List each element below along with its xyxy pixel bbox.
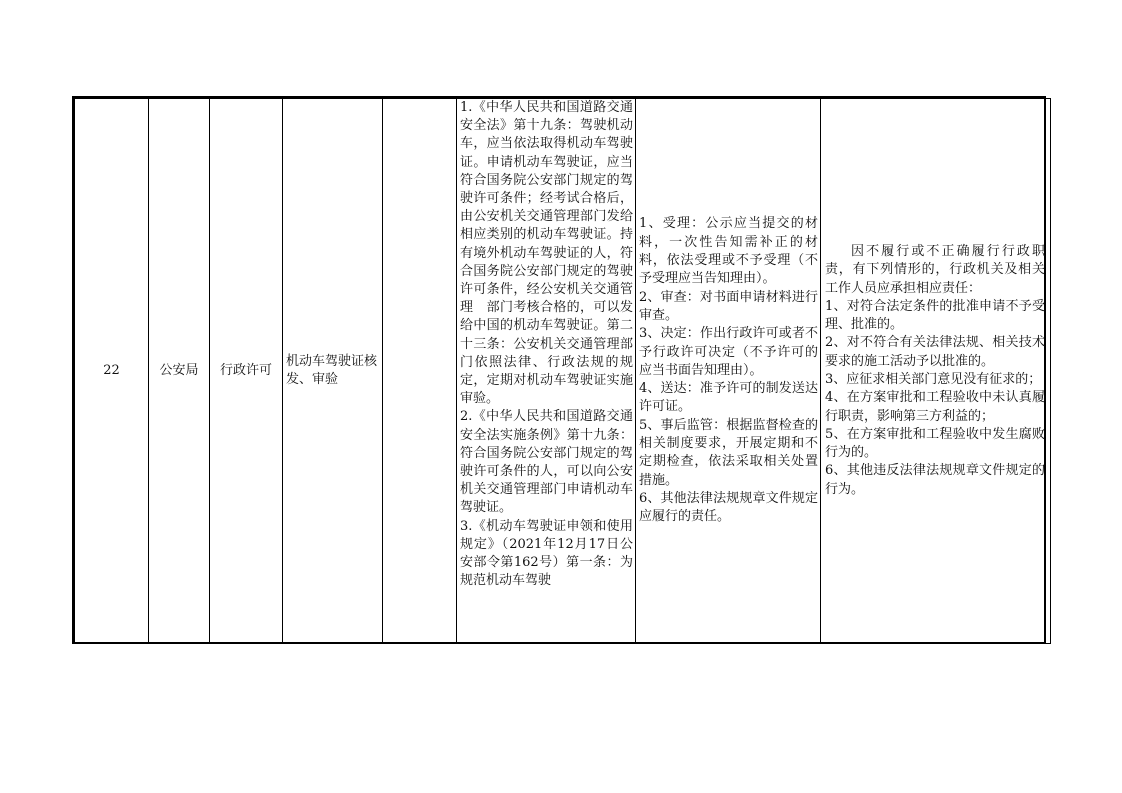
accountability-item: 5、在方案审批和工程验收中发生腐败行为的。 — [825, 426, 1045, 461]
legal-basis-item: 3.《机动车驾驶证申领和使用规定》（2021年12月17日公安部令第162号）第一条：为规范机动车驾驶 — [460, 518, 633, 589]
department-cell — [149, 99, 210, 644]
table-row — [75, 99, 1051, 644]
accountability-item: 2、对不符合有关法律法规、相关技术要求的施工活动予以批准的。 — [825, 335, 1045, 369]
row-number: 22 — [103, 363, 120, 378]
responsibility-list — [636, 215, 820, 526]
legal-basis-text — [457, 99, 635, 643]
power-type: 行政许可 — [219, 363, 272, 378]
accountability-item: 3、应征求相关部门意见没有征求的； — [825, 372, 1042, 387]
responsibility-item: 6、其他法律法规规章文件规定应履行的责任。 — [639, 490, 818, 525]
accountability-intro: 因不履行或不正确履行行政职责，有下列情形的，行政机关及相关工作人员应承担相应责任： — [825, 243, 1045, 296]
legal-basis-cell — [457, 99, 636, 644]
legal-basis-item: 2.《中华人民共和国道路交通安全法实施条例》第十九条：符合国务院公安部门规定的驾驶许可条件的人，可以向公安机关交通管理部门申请机动车驾驶证。 — [460, 409, 633, 516]
item-name: 机动车驾驶证核发、审验 — [286, 354, 378, 387]
responsibility-cell — [636, 99, 821, 644]
empty-cell — [383, 99, 457, 644]
item-name-cell — [283, 99, 383, 644]
responsibility-item: 4、送达：准予许可的制发送达许可证。 — [639, 381, 818, 415]
responsibility-item: 3、决定：作出行政许可或者不予行政许可决定（不予许可的应当书面告知理由）。 — [639, 326, 818, 378]
responsibility-item: 5、事后监管：根据监督检查的相关制度要求，开展定期和不定期检查，依法采取相关处置措施。 — [639, 417, 818, 488]
power-list-table-frame — [72, 96, 1046, 644]
accountability-item: 1、对符合法定条件的批准申请不予受理、批准的。 — [825, 298, 1045, 333]
responsibility-item: 1、受理：公示应当提交的材料，一次性告知需补正的材料，依法受理或不予受理（不予受理应当告知理由）。 — [639, 216, 818, 287]
accountability-item: 4、在方案审批和工程验收中未认真履行职责，影响第三方利益的； — [825, 390, 1045, 424]
legal-basis-item: 1.《中华人民共和国道路交通安全法》第十九条：驾驶机动车，应当依法取得机动车驾驶证。申请机动车驾驶证，应当符合国务院公安部门规定的驾驶许可条件；经考试合格后，由公安机关交通管理部门发给相应类别的机动车驾驶证。持有境外机动车驾驶证的人，符合国务院公安部门规定的驾驶许可条件，经公安机关交通管理 部门考核合格的，可以发给中国的机动车驾驶证。第二十三条：公安机关交通管理部门依照法律、行政法规的规定，定期对机动车驾驶证实施审验。 — [460, 100, 633, 407]
accountability-list — [821, 243, 1050, 499]
row-number-cell — [75, 99, 149, 644]
department-name: 公安局 — [159, 363, 199, 378]
accountability-cell — [821, 99, 1051, 644]
power-type-cell — [210, 99, 283, 644]
accountability-item: 6、其他违反法律法规规章文件规定的行为。 — [825, 463, 1045, 497]
power-list-table — [74, 98, 1051, 644]
responsibility-item: 2、审查：对书面申请材料进行审查。 — [639, 289, 818, 323]
